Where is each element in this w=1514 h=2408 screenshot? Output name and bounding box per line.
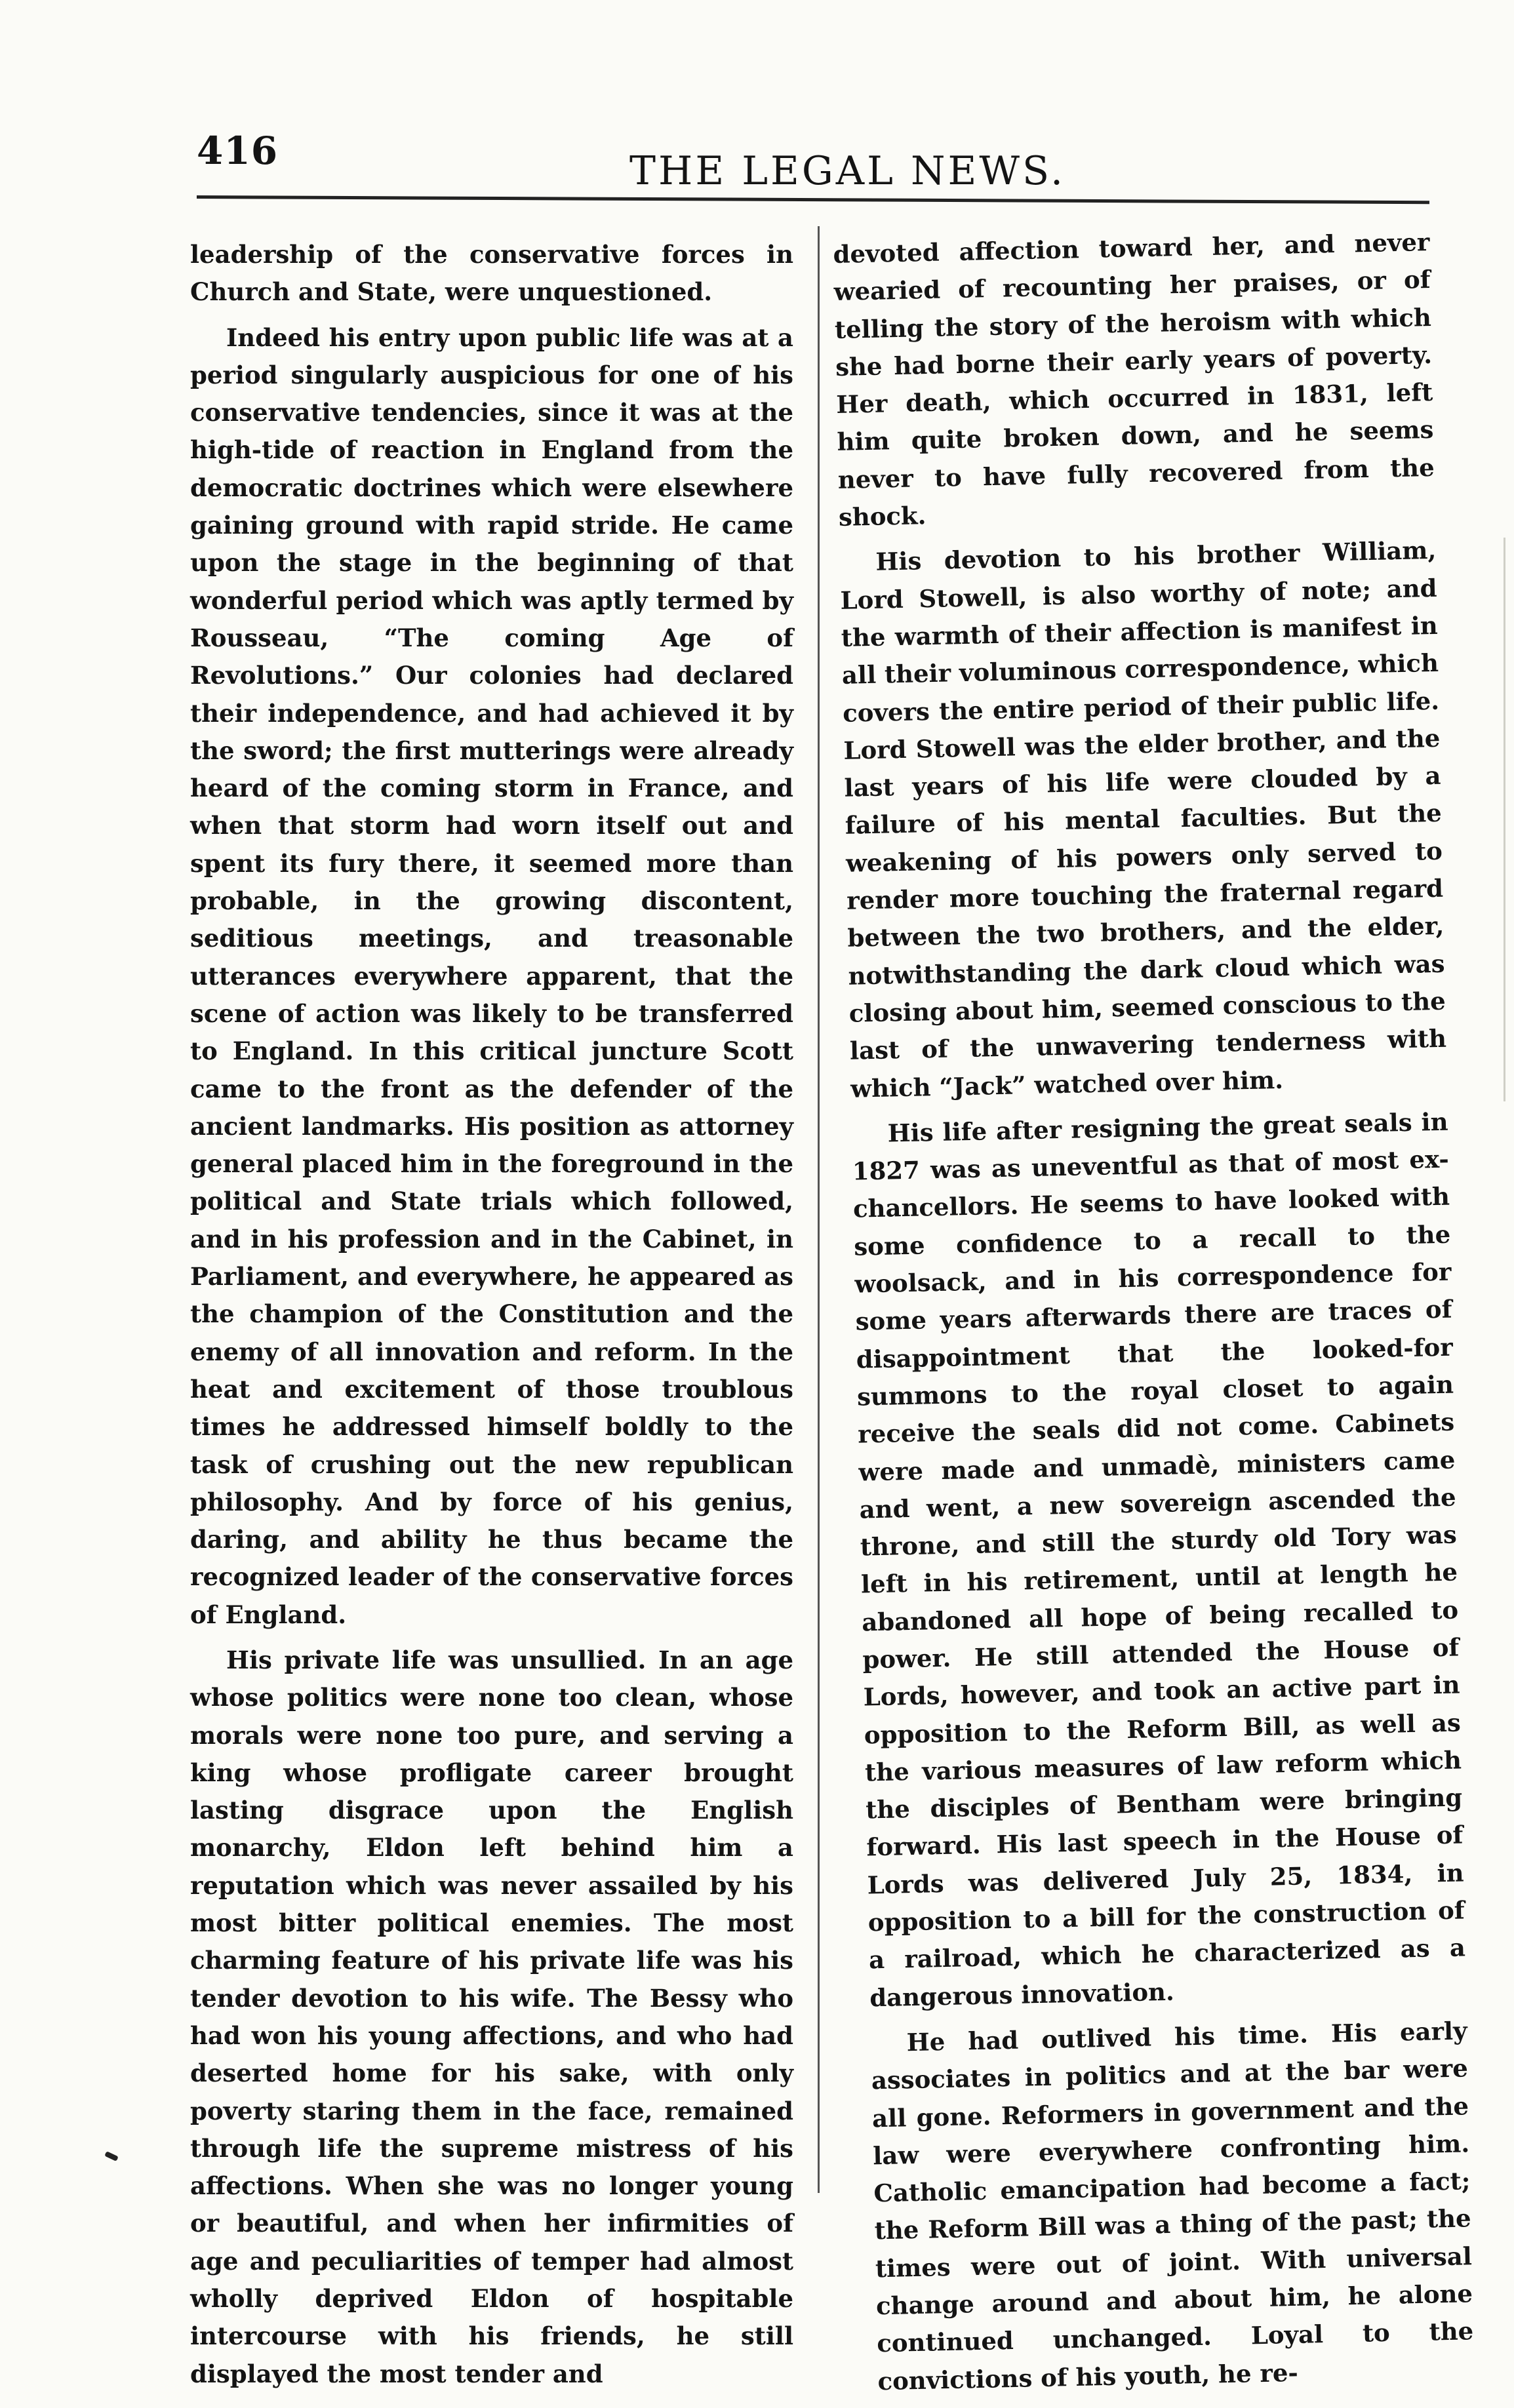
right-column: [833, 224, 1475, 2408]
header-rule: [197, 195, 1429, 204]
paragraph: devoted affection toward her, and never wearied of recounting her praises, or of telling the story of the heroism with which she had borne their early years of poverty. Her death, which occurred in 1831, left him quite broken down, and he seems never to have fully recovered from the shock.: [833, 227, 1435, 532]
paragraph: leadership of the conservative forces in Church and State, were unquestioned.: [190, 240, 793, 307]
paragraph: Indeed his entry upon public life was at a period singularly auspicious for one of his conservative tendencies, since it was at the high-tide of reaction in England from the democratic doctrines which were elsewhere gaining ground with rapid stride. He came upon the stage in the beginning of that wonderful period which was aptly termed by Rousseau, “The coming Age of Revolutions.” Our colonies had declared their independence, and had achieved it by the sword; the first mutterings were already heard of the coming storm in France, and when that storm had worn itself out and spent its fury there, it seemed more than probable, in the growing discontent, seditious meetings, and treasonable utterances everywhere apparent, that the scene of action was likely to be transferred to England. In this critical juncture Scott came to the front as the defender of the ancient landmarks. His position as attorney general placed him in the foreground in the political and State trials which followed, and in his profession and in the Cabinet, in Parliament, and everywhere, he appeared as the champion of the Constitution and the enemy of all innovation and reform. In the heat and excitement of those troublous times he addressed himself boldly to the task of crushing out the new republican philosophy. And by force of his genius, daring, and ability he thus became the recognized leader of the conservative forces of England.: [190, 323, 793, 1629]
column-divider: [818, 226, 820, 2193]
paragraph: His devotion to his brother William, Lord Stowell, is also worthy of note; and the warmth of their affection is manifest in all their voluminous correspondence, which covers the entire period of their public life. Lord Stowell was the elder brother, and the last years of his life were clouded by a failure of his mental faculties. But the weakening of his powers only served to render more touching the fraternal regard between the two brothers, and the elder, notwithstanding the dark cloud which was closing about him, seemed conscious to the last of the unwavering tenderness with which “Jack” watched over him.: [840, 536, 1447, 1103]
running-title: THE LEGAL NEWS.: [629, 148, 1066, 194]
paragraph: His life after resigning the great seals in 1827 was as uneventful as that of most ex-chancellors. He seems to have looked with some confidence to a recall to the woolsack, and in his correspondence for some years afterwards there are traces of disappointment that the looked-for summons to the royal closet to again receive the seals did not come. Cabinets were made and unmadè, ministers came and went, a new sovereign ascended the throne, and still the sturdy old Tory was left in his retirement, until at length he abandoned all hope of being recalled to power. He still attended the House of Lords, however, and took an active part in opposition to the Reform Bill, as well as the various measures of law reform which the disciples of Bentham were bringing forward. His last speech in the House of Lords was delivered July 25, 1834, in opposition to a bill for the construction of a railroad, which he characterized as a dangerous innovation.: [852, 1107, 1466, 2013]
paragraph: He had outlived his time. His early associates in politics and at the bar were all gone. Reformers in government and the law were everywhere confronting him. Catholic emancipation had become a fact; the Reform Bill was a thing of the past; the times were out of joint. With universal change around and about him, he alone continued unchanged. Loyal to the convictions of his youth, he re-: [871, 2016, 1474, 2396]
scan-edge-mark: [1504, 538, 1505, 1101]
page-number: 416: [197, 128, 279, 173]
ink-speck: [104, 2151, 119, 2161]
paragraph: His private life was unsullied. In an age whose politics were none too clean, whose morals were none too pure, and serving a king whose profligate career brought lasting disgrace upon the English monarchy, Eldon left behind him a reputation which was never assailed by his most bitter political enemies. The most charming feature of his private life was his tender devotion to his wife. The Bessy who had won his young affections, and who had deserted home for his sake, with only poverty staring them in the face, remained through life the supreme mistress of his affections. When she was no longer young or beautiful, and when her infirmities of age and peculiarities of temper had almost wholly deprived Eldon of hospitable intercourse with his friends, he still displayed the most tender and: [190, 1645, 793, 2388]
left-column: [190, 236, 793, 2401]
